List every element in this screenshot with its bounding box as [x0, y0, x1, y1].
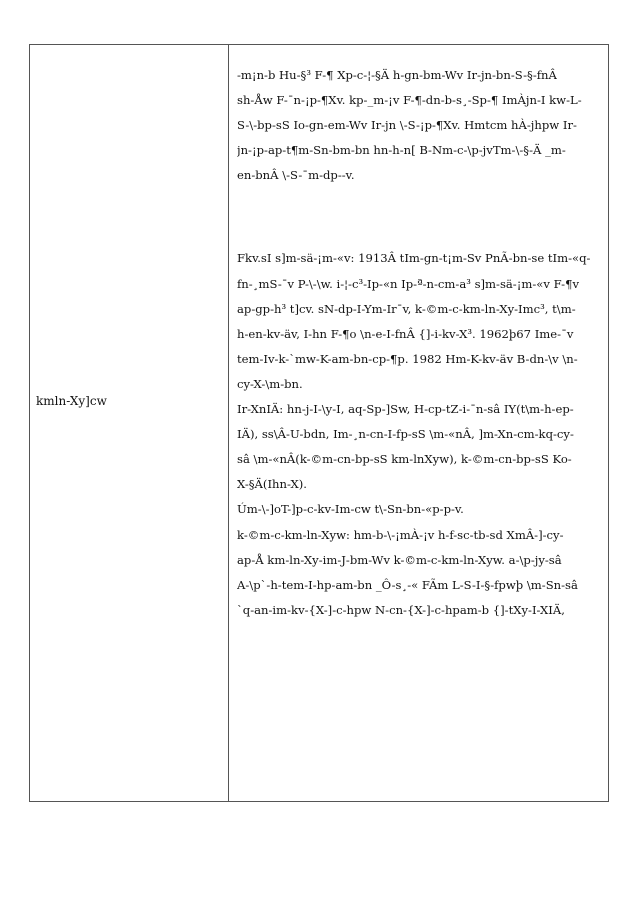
table-row — [30, 45, 609, 802]
text-line: -m¡n-b Hu-§³ F-¶ Xp-c-¦-§Ä h-gn-bm-Wv Ir-jn-bn-S-§-fnÂ — [237, 68, 557, 82]
paragraph — [229, 63, 608, 188]
text-line: `q-an-im-kv-{X-]-c-hpw N-cn-{X-]-c-hpam-b {]-tXy-I-XIÄ, — [237, 602, 565, 617]
text-line: cy-X-\m-bn. — [237, 376, 303, 391]
text-line: ap-Å km-ln-Xy-im-J-bm-Wv k-©m-c-km-ln-Xyw. a-\p-jy-sâ — [237, 552, 562, 567]
text-line: S-\-bp-sS Io-gn-em-Wv Ir-jn \-S-¡p-¶Xv. Hmtcm hÀ-jhpw Ir- — [237, 118, 577, 133]
body-cell — [229, 45, 609, 802]
content-table — [29, 44, 609, 802]
paragraph — [229, 497, 608, 522]
text-line: sâ \m-«nÂ(k-©m-cn-bp-sS km-lnXyw), k-©m-cn-bp-sS Ko- — [237, 452, 572, 467]
paragraph — [229, 397, 608, 497]
paragraph-gap — [229, 188, 608, 246]
text-line: en-bnÂ \-S-¯m-dp--v. — [237, 168, 355, 183]
text-line: A-\p`-h-tem-I-hp-am-bn _Ô-s¸-« FÃm L-S-I-§-fpwþ \m-Sn-sâ — [237, 577, 578, 592]
row-label: kmln-Xy]cw — [36, 394, 107, 408]
text-line: sh-Åw F-¯n-¡p-¶Xv. kp-_m-¡v F-¶-dn-b-s¸-Sp-¶ ImÀjn-I kw-L- — [237, 93, 582, 108]
paragraph — [229, 246, 608, 397]
text-line: ap-gp-h³ t]cv. sN-dp-I-Ym-Ir¯v, k-©m-c-km-ln-Xy-Imc³, t\m- — [237, 301, 576, 316]
text-line: h-en-kv-äv, I-hn F-¶o \n-e-I-fnÂ {]-i-kv-X³. 1962þ67 Ime-¯v — [237, 326, 574, 341]
text-line: Fkv.sI s]m-sä-¡m-«v: 1913Â tIm-gn-t¡m-Sv PnÃ-bn-se tIm-«q- — [237, 251, 591, 266]
text-line: Úm-\-]oT-]p-c-kv-Im-cw t\-Sn-bn-«p-p-v. — [237, 502, 464, 517]
text-line: fn-¸mS-¯v P-\-\w. i-¦-c³-Ip-«n Ip-ª-n-cm-a³ s]m-sä-¡m-«v F-¶v — [237, 276, 579, 291]
text-line: IÄ), ss\Â-U-bdn, Im-¸n-cn-I-fp-sS \m-«nÂ, ]m-Xn-cm-kq-cy- — [237, 427, 574, 442]
text-line: tem-Iv-k-`mw-K-am-bn-cp-¶p. 1982 Hm-K-kv-äv B-dn-\v \n- — [237, 351, 578, 366]
paragraph — [229, 523, 608, 623]
label-cell — [30, 45, 229, 802]
text-line: Ir-XnIÄ: hn-j-I-\y-I, aq-Sp-]Sw, H-cp-tZ-i-¯n-sâ IY(t\m-h-ep- — [237, 402, 574, 417]
text-line: X-§Ä(Ihn-X). — [237, 477, 307, 492]
text-line: jn-¡p-ap-t¶m-Sn-bm-bn hn-h-n[ B-Nm-c-\p-jvTm-\-§-Ä _m- — [237, 143, 566, 158]
text-line: k-©m-c-km-ln-Xyw: hm-b-\-¡mÀ-¡v h-f-sc-tb-sd XmÂ-]-cy- — [237, 527, 564, 542]
